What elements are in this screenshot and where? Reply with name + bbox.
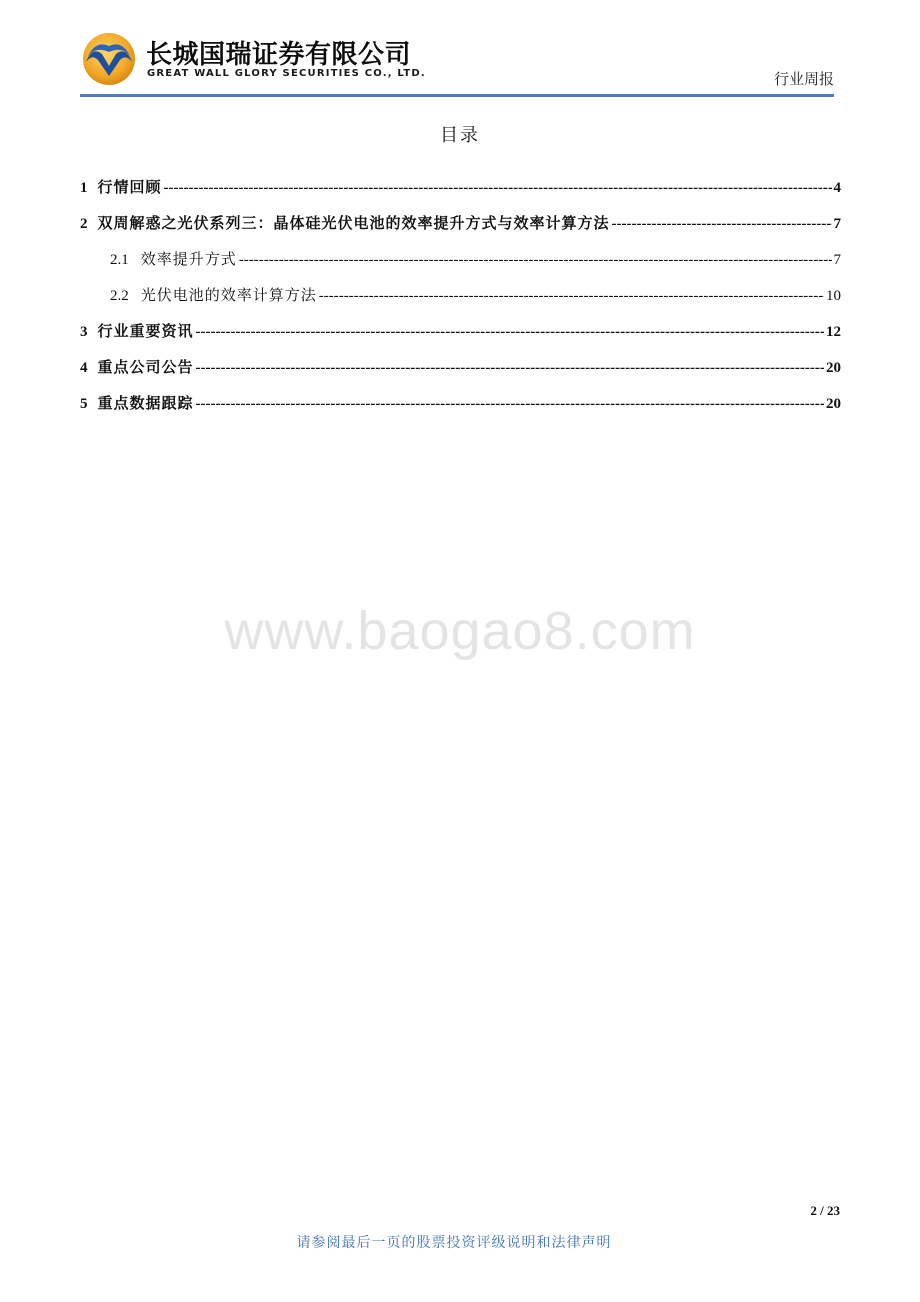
toc-title: 目录: [440, 125, 480, 146]
toc-dot-leader: [164, 180, 832, 197]
toc-entry-page[interactable]: 20: [826, 396, 841, 412]
toc-entry[interactable]: [80, 212, 841, 248]
toc-entry-title[interactable]: 行情回顾: [97, 178, 162, 196]
toc-entry-page[interactable]: 4: [833, 180, 841, 196]
header-divider: [80, 94, 834, 97]
toc-entry[interactable]: [80, 392, 841, 428]
toc-dot-leader: [239, 252, 832, 269]
company-name-en: GREAT WALL GLORY SECURITIES CO., LTD.: [147, 68, 426, 79]
toc-entry-number: 4: [80, 360, 88, 376]
page-number: 2 / 23: [810, 1203, 840, 1218]
toc-entry-number: 2: [80, 216, 88, 232]
toc-entry-title[interactable]: 效率提升方式: [140, 250, 237, 268]
report-type-label: 行业周报: [773, 70, 834, 88]
toc-dot-leader: [196, 360, 824, 377]
toc-entry[interactable]: [80, 176, 841, 212]
company-logo-icon: [82, 32, 136, 86]
toc-entry-page[interactable]: 10: [826, 288, 841, 304]
page-header: [80, 28, 834, 96]
toc-entry-title[interactable]: 双周解惑之光伏系列三：晶体硅光伏电池的效率提升方式与效率计算方法: [97, 214, 610, 232]
toc-entry-number: 1: [80, 180, 88, 196]
toc-entry[interactable]: [80, 284, 841, 320]
watermark: www.baogao8.com: [224, 601, 696, 661]
toc-dot-leader: [612, 216, 832, 233]
toc-entry-number: 5: [80, 396, 88, 412]
toc-entry-title[interactable]: 行业重要资讯: [97, 322, 194, 340]
toc-dot-leader: [196, 324, 824, 341]
toc-entry-page[interactable]: 12: [826, 324, 841, 340]
toc-entry[interactable]: [80, 248, 841, 284]
toc-entry-page[interactable]: 7: [833, 216, 841, 232]
toc-entry-title[interactable]: 重点公司公告: [97, 358, 194, 376]
toc-entry-number: 2.2: [110, 288, 129, 304]
toc-entry-page[interactable]: 20: [826, 360, 841, 376]
toc-entry[interactable]: [80, 320, 841, 356]
toc-entry-title[interactable]: 重点数据跟踪: [97, 394, 194, 412]
toc-entry-title[interactable]: 光伏电池的效率计算方法: [140, 286, 317, 304]
footer-disclaimer-note: 请参阅最后一页的股票投资评级说明和法律声明: [296, 1235, 612, 1251]
toc-entry-number: 2.1: [110, 252, 129, 268]
toc-dot-leader: [319, 288, 824, 305]
toc-dot-leader: [196, 396, 824, 413]
toc-entry-page[interactable]: 7: [833, 252, 841, 268]
table-of-contents: [80, 176, 841, 428]
toc-entry[interactable]: [80, 356, 841, 392]
company-name-cn: 长城国瑞证券有限公司: [146, 40, 412, 70]
toc-entry-number: 3: [80, 324, 88, 340]
